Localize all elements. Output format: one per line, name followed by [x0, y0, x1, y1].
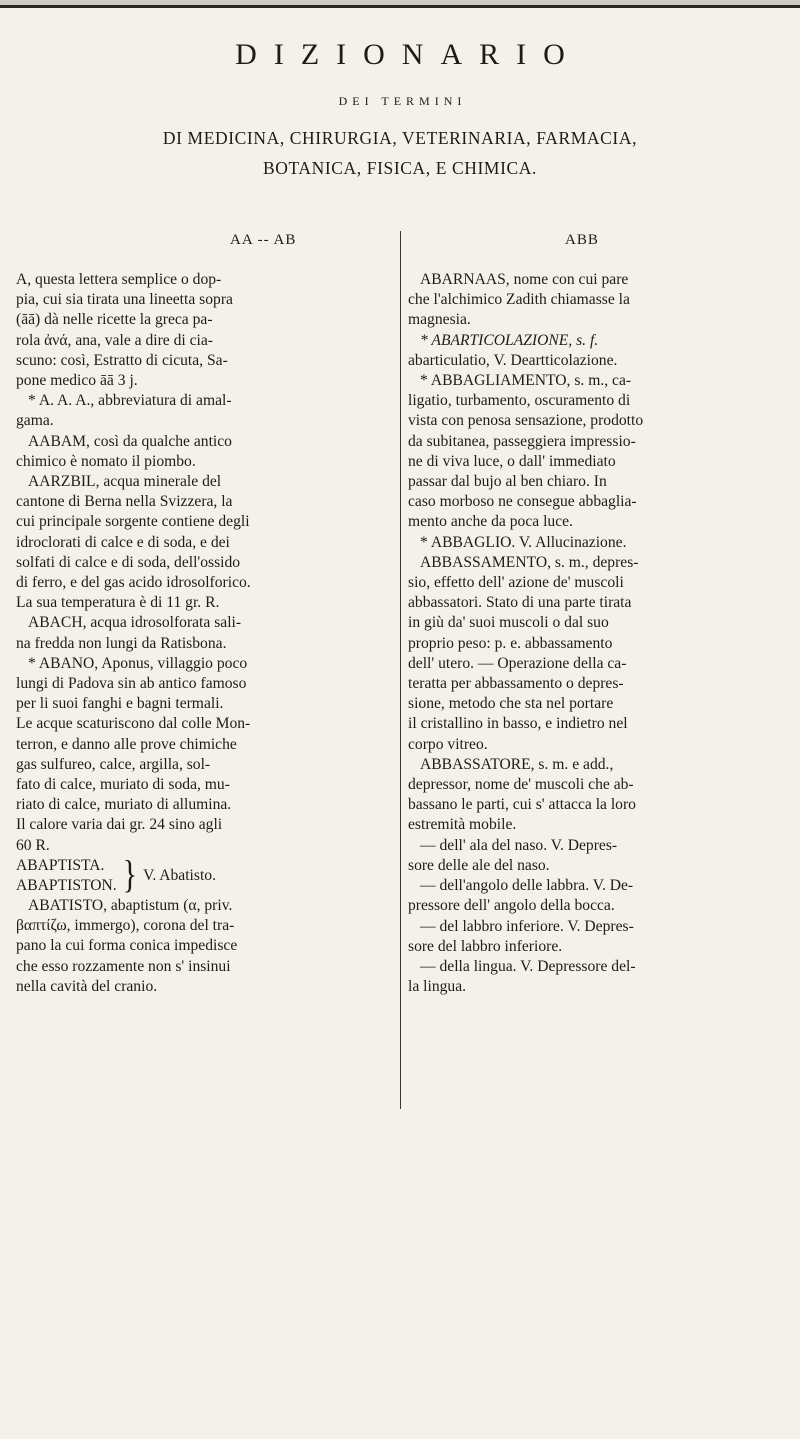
entry-line: idroclorati di calce e di soda, e dei	[16, 533, 230, 551]
entry-line: gama.	[16, 412, 54, 430]
entry-line: il cristallino in basso, e indietro nel	[408, 715, 628, 733]
entry-line: proprio peso: p. e. abbassamento	[408, 634, 613, 652]
entry-line: * ABBAGLIAMENTO, s. m., ca-	[420, 372, 632, 390]
entry-line: vista con penosa sensazione, prodotto	[408, 412, 644, 430]
entry-line: nella cavità del cranio.	[16, 977, 158, 995]
entry-line: dell' utero. — Operazione della ca-	[408, 654, 627, 672]
top-edge-band	[0, 0, 800, 8]
entry-line: gas sulfureo, calce, argilla, sol-	[16, 755, 211, 773]
entry-line: ABAPTISTON.	[16, 876, 117, 894]
left-column-header: AA -- AB	[230, 232, 297, 248]
entry-line: pia, cui sia tirata una lineetta sopra	[16, 291, 233, 309]
page-title: DIZIONARIO	[235, 38, 582, 71]
entry-line: * A. A. A., abbreviatura di amal-	[28, 392, 232, 410]
title-line-1: DI MEDICINA, CHIRURGIA, VETERINARIA, FARMACIA,	[162, 128, 638, 148]
entry-line: terron, e danno alle prove chimiche	[16, 735, 237, 753]
entry-line: estremità mobile.	[408, 816, 517, 834]
entry-line: la lingua.	[408, 978, 467, 996]
entry-line: riato di calce, muriato di allumina.	[16, 796, 232, 814]
entry-line: mento anche da poca luce.	[408, 513, 573, 531]
entry-line: βαπτίζω, immergo), corona del tra-	[16, 917, 235, 935]
left-column	[16, 270, 372, 997]
entry-line: ABATISTO, abaptistum (α, priv.	[28, 896, 233, 914]
entry-line: scuno: così, Estratto di cicuta, Sa-	[16, 351, 228, 369]
entry-line: A, questa lettera semplice o dop-	[16, 271, 222, 288]
right-column	[408, 270, 766, 997]
entry-line: — dell' ala del naso. V. Depres-	[420, 836, 618, 854]
entry-line: * ABANO, Aponus, villaggio poco	[28, 654, 248, 672]
paired-entry	[16, 853, 372, 897]
entry-line: * ABARTICOLAZIONE, s. f.	[420, 331, 599, 349]
column-divider	[400, 231, 401, 1109]
entry-line: bassano le parti, cui s' attacca la loro	[408, 796, 636, 814]
entry-line: depressor, nome de' muscoli che ab-	[408, 776, 634, 794]
brace-glyph: }	[122, 853, 138, 897]
entry-line: 60 R.	[16, 836, 50, 854]
page-subtitle: DEI TERMINI	[338, 94, 467, 108]
entry-line: * ABBAGLIO. V. Allucinazione.	[420, 533, 627, 551]
entry-line: pone medico āā 3 j.	[16, 372, 138, 390]
entry-line: ligatio, turbamento, oscuramento di	[408, 392, 631, 410]
entry-line: che l'alchimico Zadith chiamasse la	[408, 291, 630, 309]
entry-line: AABAM, così da qualche antico	[28, 432, 232, 450]
entry-line: passar dal bujo al ben chiaro. In	[408, 473, 607, 491]
entry-line: sore del labbro inferiore.	[408, 937, 563, 955]
entry-line: per li suoi fanghi e bagni termali.	[16, 695, 224, 713]
entry-line: AARZBIL, acqua minerale del	[28, 473, 222, 491]
entry-line: sione, metodo che sta nel portare	[408, 695, 614, 713]
entry-line: magnesia.	[408, 311, 471, 329]
entry-line: pressore dell' angolo della bocca.	[408, 897, 615, 915]
entry-line: sore delle ale del naso.	[408, 856, 550, 874]
entry-line: sio, effetto dell' azione de' muscoli	[408, 574, 624, 592]
entry-line: Il calore varia dai gr. 24 sino agli	[16, 816, 223, 834]
entry-line: rola ἀνά, ana, vale a dire di cia-	[16, 331, 213, 349]
entry-line: in giù da' suoi muscoli o dal suo	[408, 614, 609, 632]
entry-line: (āā) dà nelle ricette la greca pa-	[16, 311, 213, 329]
entry-line: solfati di calce e di soda, dell'ossido	[16, 553, 241, 571]
entry-line: na fredda non lungi da Ratisbona.	[16, 634, 227, 652]
entry-line: fato di calce, muriato di soda, mu-	[16, 776, 230, 794]
entry-line: — del labbro inferiore. V. Depres-	[420, 917, 634, 935]
entry-line: cantone di Berna nella Svizzera, la	[16, 493, 233, 511]
entry-line: teratta per abbassamento o depres-	[408, 675, 624, 693]
entry-line: di ferro, e del gas acido idrosolforico.	[16, 574, 251, 592]
entry-line: corpo vitreo.	[408, 735, 488, 753]
entry-line: abarticulatio, V. Deartticolazione.	[408, 351, 618, 369]
entry-line: cui principale sorgente contiene degli	[16, 513, 250, 531]
entry-line: lungi di Padova sin ab antico famoso	[16, 675, 247, 693]
entry-line: V. Abatisto.	[143, 866, 216, 884]
entry-line: ABBASSATORE, s. m. e add.,	[420, 755, 614, 773]
entry-line: da subitanea, passeggiera impressio-	[408, 432, 636, 450]
entry-line: pano la cui forma conica impedisce	[16, 937, 238, 955]
entry-line: — dell'angolo delle labbra. V. De-	[420, 877, 634, 895]
entry-line: che esso rozzamente non s' insinui	[16, 957, 231, 975]
entry-line: ABBASSAMENTO, s. m., depres-	[420, 553, 639, 571]
entry-line: abbassatori. Stato di una parte tirata	[408, 594, 632, 612]
entry-line: La sua temperatura è di 11 gr. R.	[16, 594, 220, 612]
entry-line: ne di viva luce, o dall' immediato	[408, 452, 616, 470]
entry-line: ABACH, acqua idrosolforata sali-	[28, 614, 242, 632]
entry-line: ABAPTISTA.	[16, 856, 105, 874]
title-line-2: BOTANICA, FISICA, E CHIMICA.	[262, 158, 538, 178]
right-column-header: ABB	[565, 232, 599, 248]
entry-line: — della lingua. V. Depressore del-	[420, 957, 636, 975]
entry-line: ABARNAAS, nome con cui pare	[420, 271, 629, 288]
entry-line: Le acque scaturiscono dal colle Mon-	[16, 715, 251, 733]
entry-line: caso morboso ne consegue abbaglia-	[408, 493, 637, 511]
entry-line: chimico è nomato il piombo.	[16, 452, 196, 470]
